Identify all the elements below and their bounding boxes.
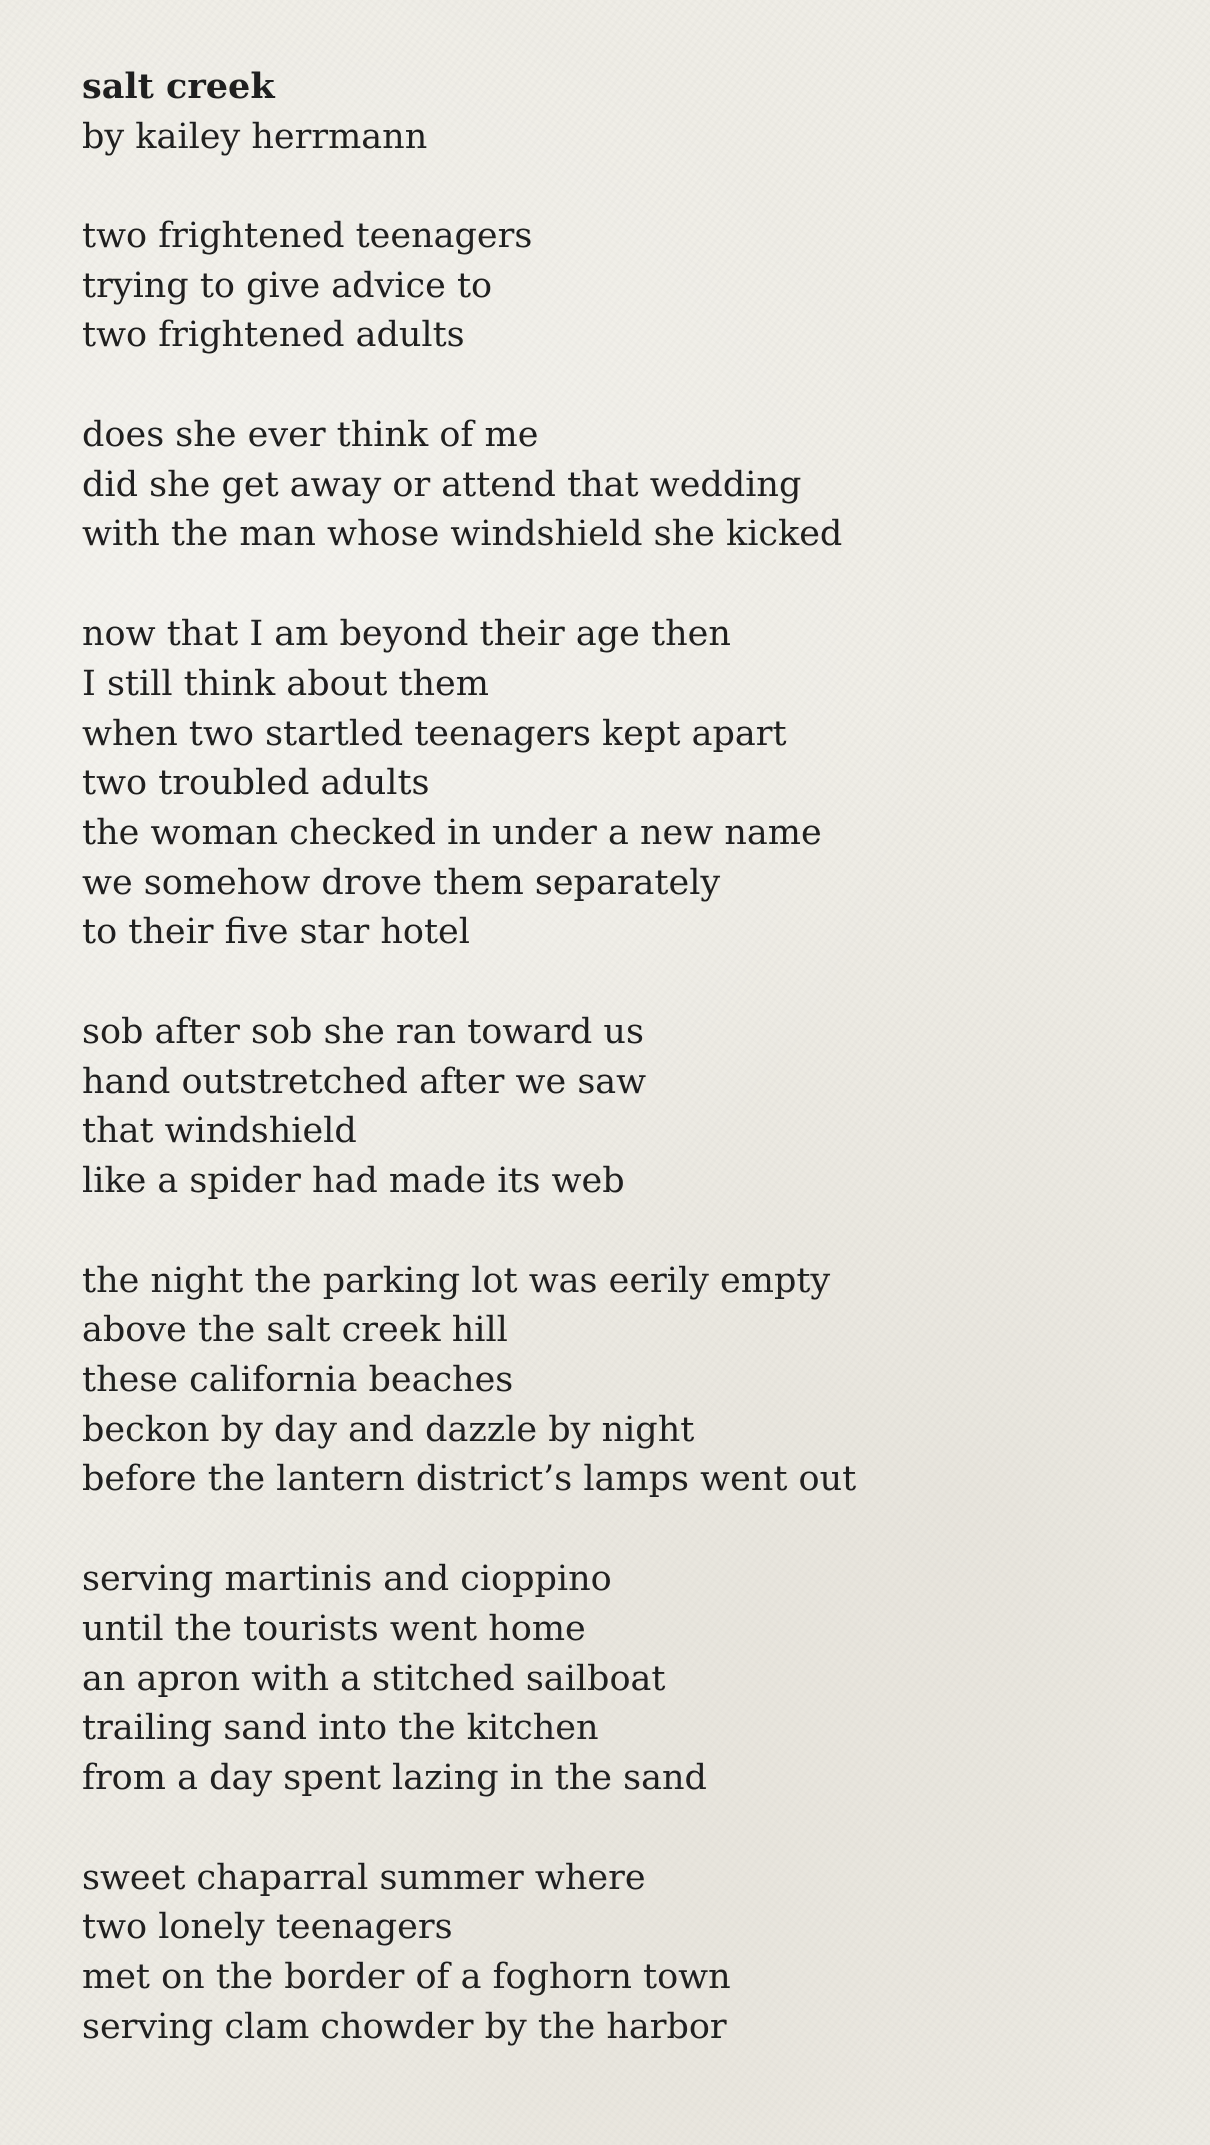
poem-line: I still think about them [82, 663, 489, 704]
poem-line: these california beaches [82, 1360, 514, 1401]
poem-line: that windshield [82, 1111, 357, 1152]
poem-line: beckon by day and dazzle by night [82, 1409, 695, 1450]
poem-line: sweet chaparral summer where [82, 1857, 646, 1898]
poem-line: with the man whose windshield she kicked [82, 514, 843, 555]
poem-line: did she get away or attend that wedding [82, 464, 802, 505]
poem-line: hand outstretched after we saw [82, 1061, 647, 1102]
stanza-4 [82, 1008, 1162, 1207]
stanza-6 [82, 1555, 1162, 1803]
stanza-2 [82, 411, 1162, 560]
poem-line: serving martinis and cioppino [82, 1559, 612, 1600]
poem-line: from a day spent lazing in the sand [82, 1757, 707, 1798]
poem-line: before the lantern district’s lamps went out [82, 1459, 857, 1500]
poem-line: two lonely teenagers [82, 1907, 453, 1948]
poem-line: trying to give advice to [82, 265, 493, 306]
poem-line: like a spider had made its web [82, 1161, 625, 1201]
stanza-1 [82, 212, 1162, 361]
poem-line: met on the border of a foghorn town [82, 1956, 731, 1997]
stanza-3 [82, 610, 1162, 958]
poem-line: we somehow drove them separately [82, 862, 721, 903]
poem-title: salt creek [82, 66, 275, 107]
poem-line: above the salt creek hill [82, 1310, 508, 1351]
poem-line: serving clam chowder by the harbor [82, 2006, 727, 2047]
poem [82, 62, 1162, 2052]
poem-line: the woman checked in under a new name [82, 812, 822, 853]
poem-byline: by kailey herrmann [82, 117, 428, 157]
poem-line: now that I am beyond their age then [82, 614, 731, 655]
poem-line: trailing sand into the kitchen [82, 1708, 599, 1749]
poem-line: when two startled teenagers kept apart [82, 713, 787, 754]
poem-line: sob after sob she ran toward us [82, 1011, 644, 1052]
poem-line: two frightened adults [82, 315, 465, 356]
stanza-5 [82, 1257, 1162, 1505]
poem-line: two frightened teenagers [82, 216, 533, 256]
poem-line: the night the parking lot was eerily empty [82, 1260, 831, 1301]
poem-line: an apron with a stitched sailboat [82, 1658, 666, 1699]
poem-line: to their five star hotel [82, 912, 470, 953]
poem-line: does she ever think of me [82, 415, 539, 456]
poem-line: two troubled adults [82, 763, 430, 804]
poem-line: until the tourists went home [82, 1608, 586, 1649]
stanza-7 [82, 1854, 1162, 2053]
